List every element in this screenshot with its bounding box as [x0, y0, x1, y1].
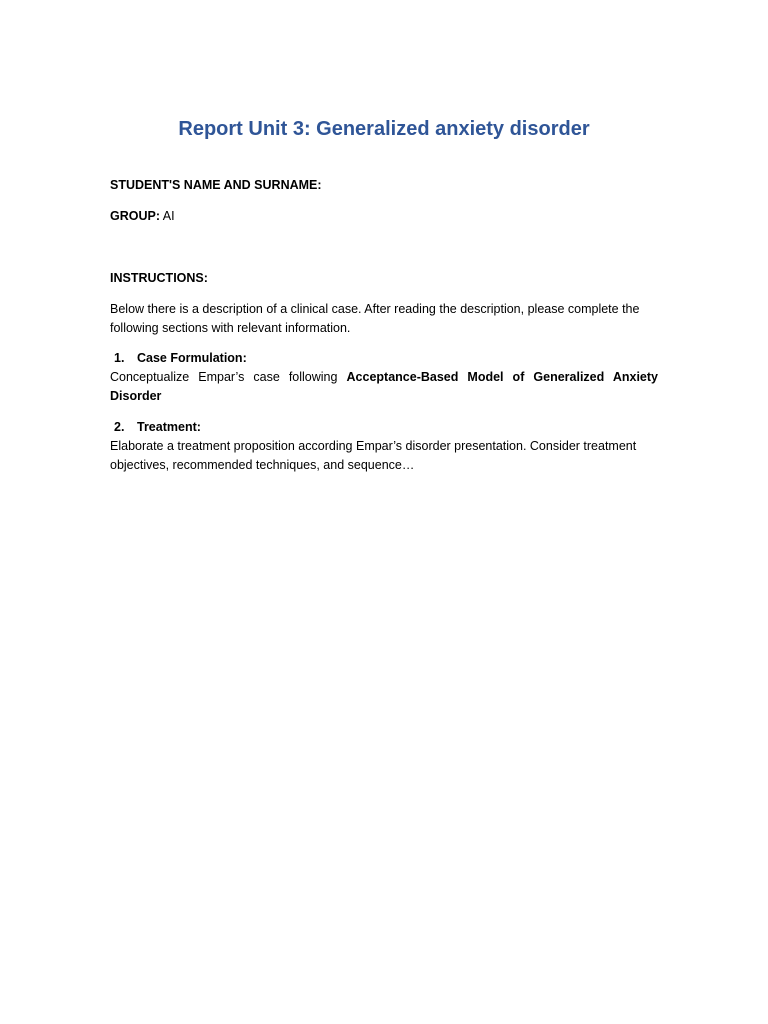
section-title: Case Formulation: — [137, 351, 247, 365]
student-name-label: STUDENT'S NAME AND SURNAME: — [110, 178, 322, 192]
section-title: Treatment: — [137, 420, 201, 434]
section-treatment — [110, 418, 658, 475]
section-heading — [110, 418, 658, 437]
model-name-bold: Acceptance-Based Model of Generalized Anxiety Disorder — [110, 370, 658, 403]
section-number: 2. — [114, 420, 125, 434]
section-case-formulation — [110, 349, 658, 406]
page-title: Report Unit 3: Generalized anxiety disorder — [178, 118, 590, 140]
group-value: AI — [162, 209, 175, 223]
section-text-plain: Conceptualize Empar’s case following — [110, 370, 338, 384]
section-heading — [110, 349, 658, 368]
group-line — [110, 207, 658, 226]
group-label: GROUP: — [110, 209, 160, 223]
instructions-text: Below there is a description of a clinical case. After reading the description, please complete the following sections with relevant information. — [110, 302, 640, 335]
document-body — [110, 176, 658, 475]
section-text: Elaborate a treatment proposition according Empar’s disorder presentation. Consider treatment objectives, recommended techniques, and sequence… — [110, 439, 637, 472]
section-number: 1. — [114, 351, 125, 365]
instructions-heading: INSTRUCTIONS: — [110, 271, 208, 285]
section-text — [110, 368, 658, 406]
